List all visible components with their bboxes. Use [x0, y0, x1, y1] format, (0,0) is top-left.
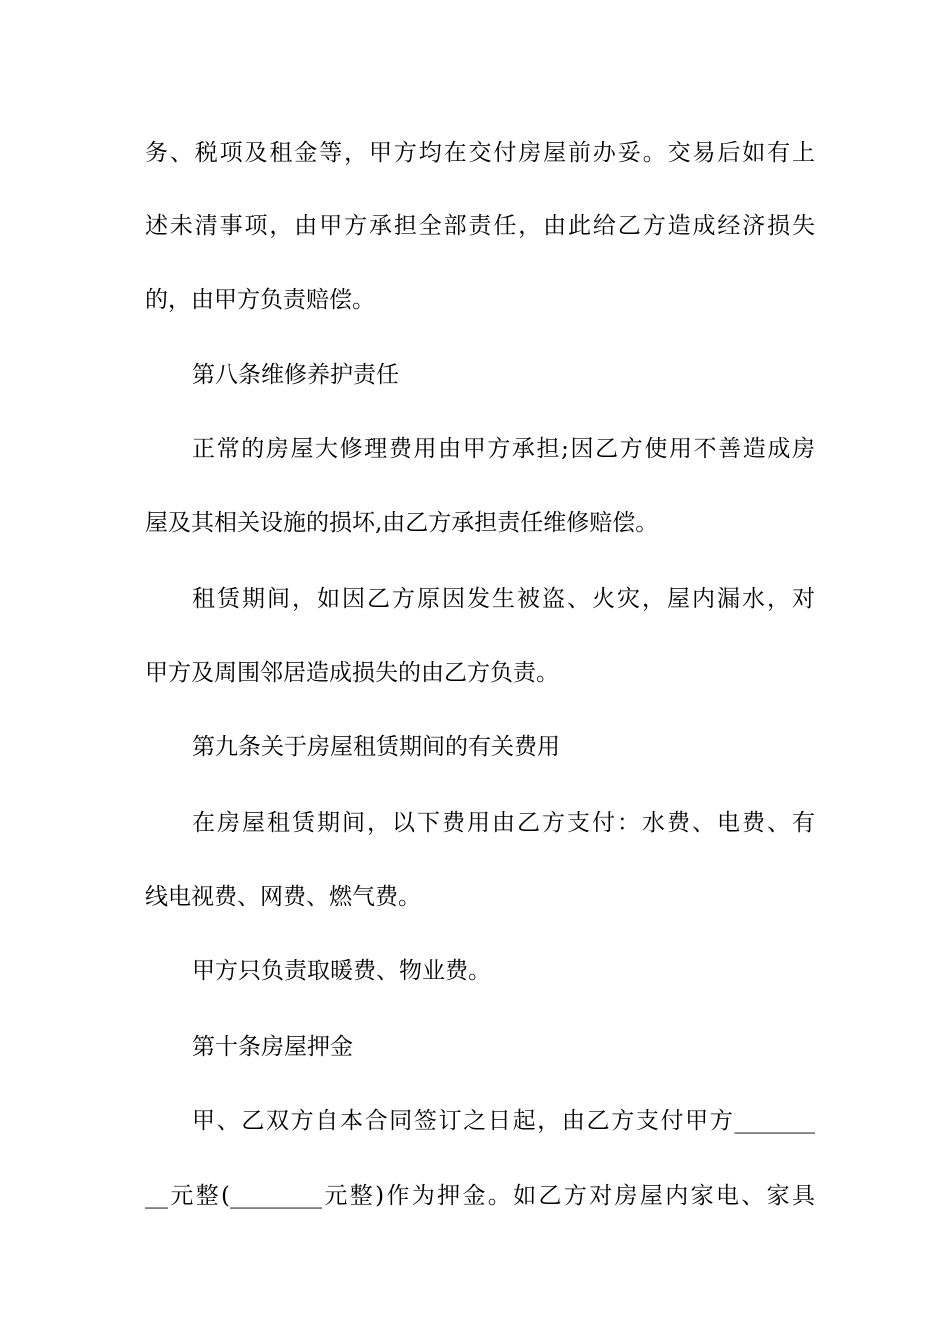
paragraph-line-7: 租赁期间，如因乙方原因发生被盗、火灾，屋内漏水，对 [192, 586, 815, 612]
paragraph-line-6: 屋及其相关设施的损坏,由乙方承担责任维修赔偿。 [145, 510, 659, 536]
paragraph-line-8: 甲方及周围邻居造成损失的由乙方负责。 [145, 660, 559, 686]
paragraph-line-14: 甲、乙双方自本合同签订之日起，由乙方支付甲方_______ [192, 1108, 815, 1134]
paragraph-line-3: 的，由甲方负责赔偿。 [145, 287, 375, 313]
paragraph-line-15: __元整(________元整)作为押金。如乙方对房屋内家电、家具 [145, 1183, 815, 1209]
paragraph-line-10: 在房屋租赁期间，以下费用由乙方支付：水费、电费、有 [192, 810, 815, 836]
paragraph-line-2: 述未清事项，由甲方承担全部责任，由此给乙方造成经济损失 [145, 213, 815, 239]
paragraph-line-5: 正常的房屋大修理费用由甲方承担;因乙方使用不善造成房 [192, 436, 815, 462]
section-heading-article-8: 第八条维修养护责任 [192, 362, 399, 388]
section-heading-article-10: 第十条房屋押金 [192, 1034, 353, 1060]
paragraph-line-12: 甲方只负责取暖费、物业费。 [192, 958, 491, 984]
paragraph-line-11: 线电视费、网费、燃气费。 [145, 884, 421, 910]
paragraph-line-1: 务、税项及租金等，甲方均在交付房屋前办妥。交易后如有上 [145, 140, 815, 166]
section-heading-article-9: 第九条关于房屋租赁期间的有关费用 [192, 734, 560, 760]
